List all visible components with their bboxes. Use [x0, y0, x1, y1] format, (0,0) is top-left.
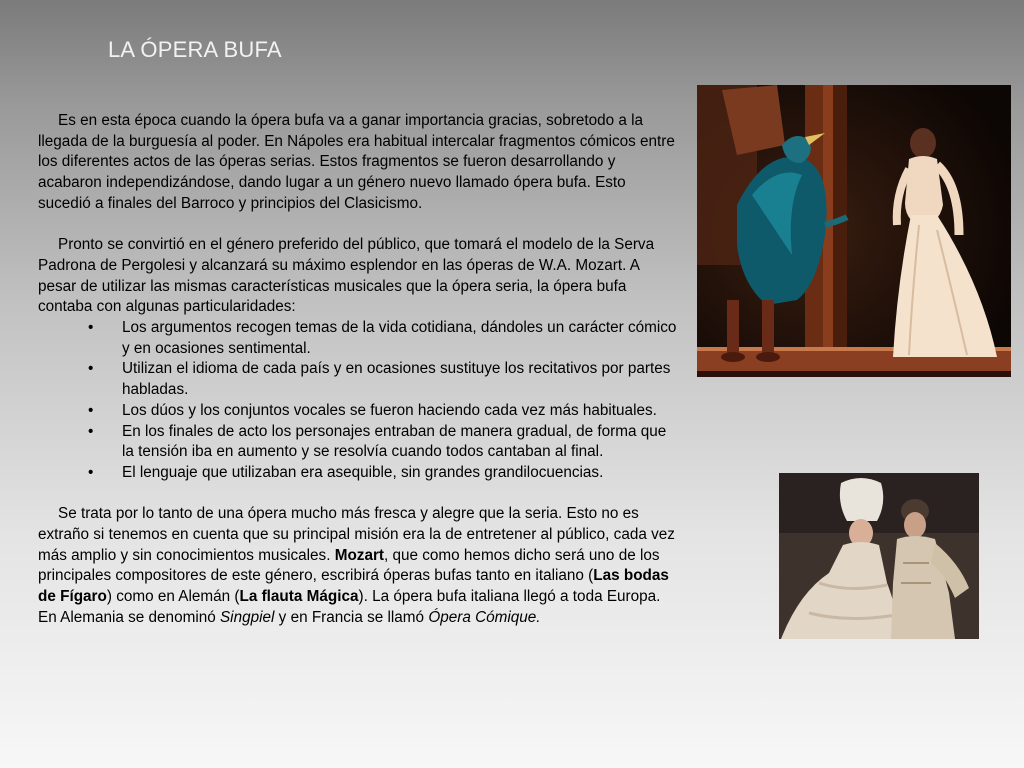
list-item [38, 318, 680, 359]
slide-title: LA ÓPERA BUFA [108, 37, 282, 62]
opera-costume-photo [779, 473, 979, 639]
list-item [38, 463, 680, 484]
text-run: Se trata por lo tanto de una ópera mucho más fresca y alegre que la seria. Esto no es extraño si tenemos en cuenta que su principal misión era la de entretener al público, cada vez más amplio y sin conocimientos musicales. [38, 505, 675, 564]
bullet-marker: • [88, 360, 94, 378]
list-item-text: Los dúos y los conjuntos vocales se fueron haciendo cada vez más habituales. [122, 401, 657, 419]
features-list [38, 318, 680, 484]
opera-stage-photo [697, 85, 1011, 377]
list-item-text: Utilizan el idioma de cada país y en ocasiones sustituye los recitativos por partes habladas. [122, 360, 671, 399]
list-item [38, 359, 680, 400]
bullet-marker: • [88, 422, 94, 440]
list-item [38, 422, 680, 463]
text-run: y en Francia se llamó [274, 608, 429, 626]
italic-singpiel: Singpiel [219, 608, 275, 626]
bullet-marker: • [88, 319, 94, 337]
list-item-text: En los finales de acto los personajes entraban de manera gradual, de forma que la tensión iba en aumento y se resolvía cuando todos cantaban al final. [122, 422, 667, 461]
italic-opera-comique: Ópera Cómique. [428, 608, 541, 626]
list-item-text: Los argumentos recogen temas de la vida cotidiana, dándoles un carácter cómico y en ocasiones sentimental. [122, 319, 677, 357]
bullet-marker: • [88, 401, 94, 419]
list-item-text: El lenguaje que utilizaban era asequible, sin grandes grandilocuencias. [122, 463, 604, 481]
text-run: ) como en Alemán ( [106, 588, 240, 606]
bold-figaro: Las bodas de Fígaro [38, 567, 669, 606]
bullet-marker: • [88, 463, 94, 481]
text-run: , que como hemos dicho será uno de los principales compositores de este género, escribirá óperas bufas tanto en italiano ( [38, 546, 660, 585]
bold-flauta: La flauta Mágica [239, 588, 359, 606]
bold-mozart: Mozart [334, 546, 384, 564]
paragraph-intro: Es en esta época cuando la ópera bufa va a ganar importancia gracias, sobretodo a la llegada de la burguesía al poder. En Nápoles era habitual intercalar fragmentos cómicos entre los diferentes actos de las óperas serias. Estos fragmentos se fueron desarrollando y acabaron independizándose, dando lugar a un género nuevo llamado ópera bufa. Esto sucedió a finales del Barroco y principios del Clasicismo. [38, 112, 675, 212]
paragraph-popularity: Pronto se convirtió en el género preferido del público, que tomará el modelo de la Serva Padrona de Pergolesi y alcanzará su máximo esplendor en las óperas de W.A. Mozart. A pesar de utilizar las mismas características musicales que la ópera seria, la ópera bufa contaba con algunas particularidades: [38, 236, 655, 316]
text-run: ). La ópera bufa italiana llegó a toda Europa. En Alemania se denominó [38, 588, 661, 626]
paragraph-conclusion [38, 504, 680, 628]
list-item [38, 401, 680, 422]
slide-body [38, 111, 680, 629]
